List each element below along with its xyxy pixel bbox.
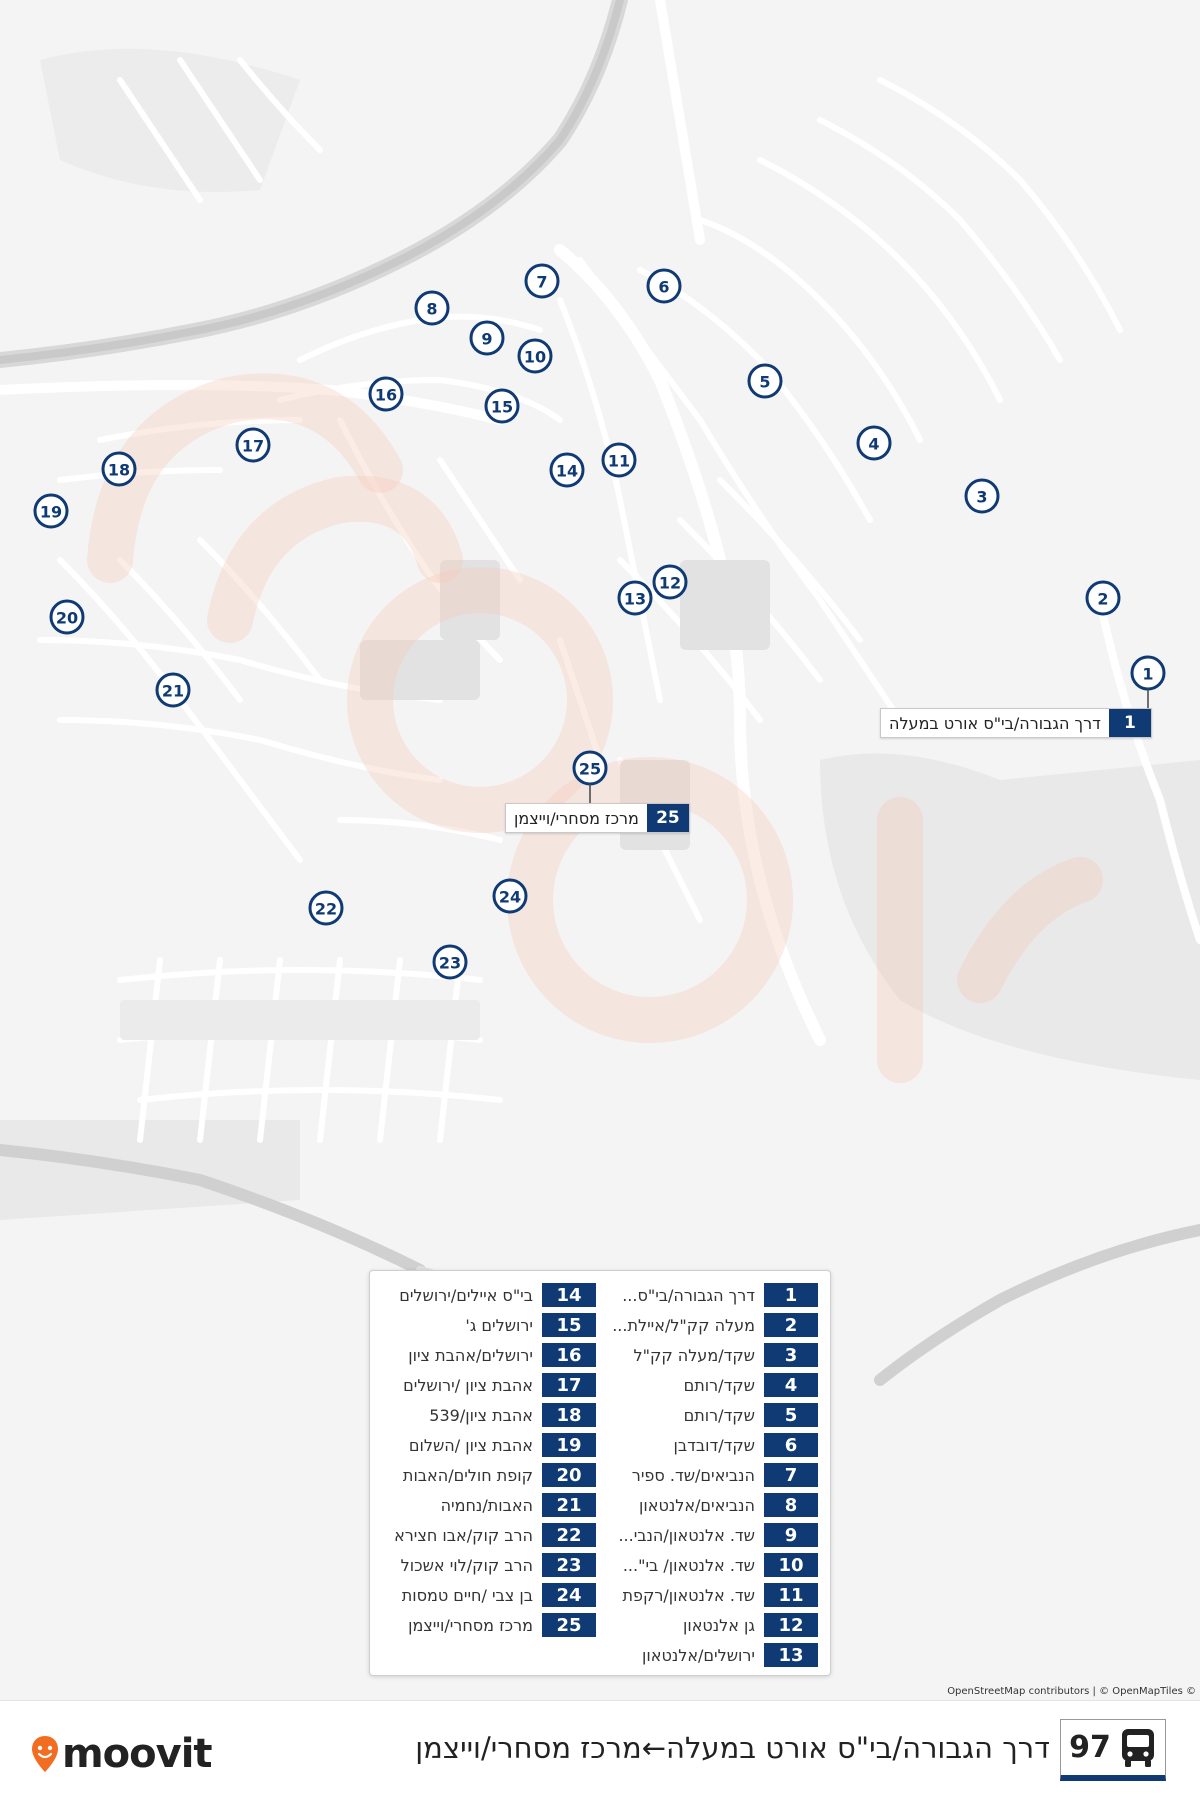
stop-number: 15: [490, 397, 514, 417]
end-stop-name: מרכז מסחרי/וייצמן: [514, 808, 639, 828]
legend-row-21[interactable]: [376, 1490, 596, 1520]
route-badge[interactable]: [1060, 1719, 1166, 1781]
stop-number: 10: [523, 347, 547, 367]
legend-stop-name: האבות/נחמיה: [440, 1495, 533, 1515]
legend-row-14[interactable]: [376, 1280, 596, 1310]
stop-marker-23[interactable]: [434, 946, 466, 978]
legend-row-18[interactable]: [376, 1400, 596, 1430]
stop-number: 25: [578, 759, 602, 779]
end-stop-callout[interactable]: [505, 803, 690, 833]
legend-row-16[interactable]: [376, 1340, 596, 1370]
legend-stop-name: ירושלים/אלנטאון: [642, 1645, 755, 1665]
end-stop-number: 25: [647, 804, 689, 832]
legend-stop-name: שקד/דובדבן: [673, 1435, 755, 1455]
stop-marker-20[interactable]: [51, 601, 83, 633]
legend-stop-name: שקד/מעלה קק"ל: [633, 1345, 755, 1365]
legend-stop-name: שד. אלנטאון/הנבי...: [618, 1525, 755, 1545]
legend-stop-number: 25: [542, 1613, 596, 1637]
legend-stop-name: אהבת ציון /ירושלים: [403, 1375, 533, 1395]
stop-marker-21[interactable]: [157, 674, 189, 706]
stop-number: 7: [536, 272, 548, 292]
legend-stop-number: 19: [542, 1433, 596, 1457]
stop-marker-25[interactable]: [574, 752, 606, 784]
legend-stop-name: קופת חולים/האבות: [402, 1465, 533, 1485]
start-stop-number: 1: [1109, 709, 1151, 737]
legend-stop-number: 1: [764, 1283, 818, 1307]
legend-row-2[interactable]: [598, 1310, 818, 1340]
legend-stop-number: 5: [764, 1403, 818, 1427]
legend-row-15[interactable]: [376, 1310, 596, 1340]
legend-stop-number: 16: [542, 1343, 596, 1367]
stop-marker-14[interactable]: [551, 454, 583, 486]
stop-marker-8[interactable]: [416, 292, 448, 324]
legend-stop-number: 3: [764, 1343, 818, 1367]
legend-stop-name: דרך הגבורה/בי"ס...: [622, 1285, 755, 1305]
stop-number: 12: [658, 573, 682, 593]
map-attribution[interactable]: OpenStreetMap contributors | © OpenMapTiles ©: [947, 1686, 1196, 1697]
stop-marker-5[interactable]: [749, 365, 781, 397]
legend-stop-number: 15: [542, 1313, 596, 1337]
legend-stop-number: 11: [764, 1583, 818, 1607]
legend-stop-name: גן אלנטאון: [682, 1615, 755, 1635]
stop-marker-10[interactable]: [519, 340, 551, 372]
stop-number: 4: [868, 434, 880, 454]
legend-stop-number: 23: [542, 1553, 596, 1577]
stop-marker-3[interactable]: [966, 480, 998, 512]
legend-row-11[interactable]: [598, 1580, 818, 1610]
legend-stop-name: אהבת ציון/539: [429, 1405, 533, 1425]
legend-stop-name: מרכז מסחרי/וייצמן: [408, 1615, 533, 1635]
stop-marker-17[interactable]: [237, 429, 269, 461]
bus-icon: [1119, 1727, 1157, 1769]
legend-row-13[interactable]: [598, 1640, 818, 1670]
legend-stop-number: 4: [764, 1373, 818, 1397]
legend-stop-name: בי"ס איילים/ירושלים: [399, 1285, 533, 1305]
legend-stop-number: 14: [542, 1283, 596, 1307]
moovit-logo[interactable]: [30, 1731, 212, 1777]
stop-number: 19: [39, 502, 63, 522]
legend-row-5[interactable]: [598, 1400, 818, 1430]
legend-row-3[interactable]: [598, 1340, 818, 1370]
legend-stop-number: 7: [764, 1463, 818, 1487]
stop-marker-7[interactable]: [526, 265, 558, 297]
logo-text: moovit: [62, 1731, 212, 1777]
legend-row-22[interactable]: [376, 1520, 596, 1550]
legend-stop-number: 24: [542, 1583, 596, 1607]
legend-column-right: [598, 1280, 818, 1670]
legend-row-23[interactable]: [376, 1550, 596, 1580]
stop-marker-16[interactable]: [370, 378, 402, 410]
legend-row-9[interactable]: [598, 1520, 818, 1550]
pin-icon: [30, 1734, 60, 1774]
legend-stop-name: שקד/רותם: [683, 1405, 755, 1425]
legend-stop-number: 9: [764, 1523, 818, 1547]
legend-stop-name: הנביאים/אלנטאון: [639, 1495, 755, 1515]
stop-number: 5: [759, 372, 771, 392]
stop-number: 16: [374, 385, 398, 405]
stop-number: 22: [314, 899, 338, 919]
route-title: דרך הגבורה/בי"ס אורט במעלה←מרכז מסחרי/וייצמן: [415, 1731, 1050, 1765]
stop-marker-22[interactable]: [310, 892, 342, 924]
stop-number: 21: [161, 681, 185, 701]
stop-number: 14: [555, 461, 579, 481]
legend-stop-name: שד. אלנטאון/ בי"...: [622, 1555, 755, 1575]
legend-stop-name: מעלה קק"ל/איילת...: [612, 1315, 755, 1335]
legend-row-25[interactable]: [376, 1610, 596, 1640]
legend-row-19[interactable]: [376, 1430, 596, 1460]
legend-stop-name: ירושלים/אהבת ציון: [408, 1345, 533, 1365]
stop-number: 11: [607, 451, 631, 471]
stop-marker-4[interactable]: [858, 427, 890, 459]
legend-row-12[interactable]: [598, 1610, 818, 1640]
stop-number: 13: [623, 589, 647, 609]
legend-stop-number: 2: [764, 1313, 818, 1337]
stop-marker-24[interactable]: [494, 880, 526, 912]
legend-stop-number: 6: [764, 1433, 818, 1457]
legend-row-1[interactable]: [598, 1280, 818, 1310]
legend-row-6[interactable]: [598, 1430, 818, 1460]
legend-row-4[interactable]: [598, 1370, 818, 1400]
stop-marker-9[interactable]: [471, 322, 503, 354]
legend-stop-name: הרב קוק/לוי אשכול: [400, 1555, 533, 1575]
legend-row-17[interactable]: [376, 1370, 596, 1400]
legend-stop-number: 18: [542, 1403, 596, 1427]
legend-stop-number: 8: [764, 1493, 818, 1517]
legend-stop-number: 20: [542, 1463, 596, 1487]
stop-number: 24: [498, 887, 522, 907]
legend-stop-name: הנביאים/שד. ספיר: [631, 1465, 755, 1485]
stop-marker-18[interactable]: [103, 453, 135, 485]
legend-stop-number: 22: [542, 1523, 596, 1547]
legend-column-left: [376, 1280, 596, 1640]
legend-stop-name: שד. אלנטאון/רקפת: [622, 1585, 755, 1605]
stop-number: 9: [481, 329, 493, 349]
stop-marker-11[interactable]: [603, 444, 635, 476]
legend-stop-number: 13: [764, 1643, 818, 1667]
stop-marker-19[interactable]: [35, 495, 67, 527]
legend-stop-number: 21: [542, 1493, 596, 1517]
stop-number: 20: [55, 608, 79, 628]
legend-row-7[interactable]: [598, 1460, 818, 1490]
stop-number: 2: [1097, 589, 1109, 609]
stop-number: 6: [658, 277, 670, 297]
stop-number: 8: [426, 299, 438, 319]
stop-marker-12[interactable]: [654, 566, 686, 598]
legend-stop-name: שקד/רותם: [683, 1375, 755, 1395]
stop-number: 23: [438, 953, 462, 973]
route-number: 97: [1069, 1730, 1111, 1765]
stop-number: 17: [241, 436, 265, 456]
legend-row-24[interactable]: [376, 1580, 596, 1610]
legend-stop-name: בן צבי /חיים טמסות: [401, 1585, 533, 1605]
legend-row-10[interactable]: [598, 1550, 818, 1580]
legend-stop-number: 10: [764, 1553, 818, 1577]
footer-bar: [0, 1700, 1200, 1801]
start-stop-callout[interactable]: [880, 708, 1152, 738]
stops-legend: [369, 1270, 831, 1676]
legend-stop-number: 17: [542, 1373, 596, 1397]
legend-stop-name: הרב קוק/אבו חצירא: [394, 1525, 533, 1545]
stop-number: 1: [1142, 664, 1154, 684]
legend-stop-name: ירושלים ג': [465, 1315, 533, 1335]
stop-number: 18: [107, 460, 131, 480]
legend-stop-number: 12: [764, 1613, 818, 1637]
stop-marker-1[interactable]: [1132, 657, 1164, 689]
start-stop-name: דרך הגבורה/בי"ס אורט במעלה: [889, 713, 1101, 733]
stop-marker-2[interactable]: [1087, 582, 1119, 614]
stop-marker-15[interactable]: [486, 390, 518, 422]
legend-row-8[interactable]: [598, 1490, 818, 1520]
stop-marker-13[interactable]: [619, 582, 651, 614]
stop-marker-6[interactable]: [648, 270, 680, 302]
legend-stop-name: אהבת ציון /השלום: [408, 1435, 533, 1455]
legend-row-20[interactable]: [376, 1460, 596, 1490]
stop-number: 3: [976, 487, 988, 507]
